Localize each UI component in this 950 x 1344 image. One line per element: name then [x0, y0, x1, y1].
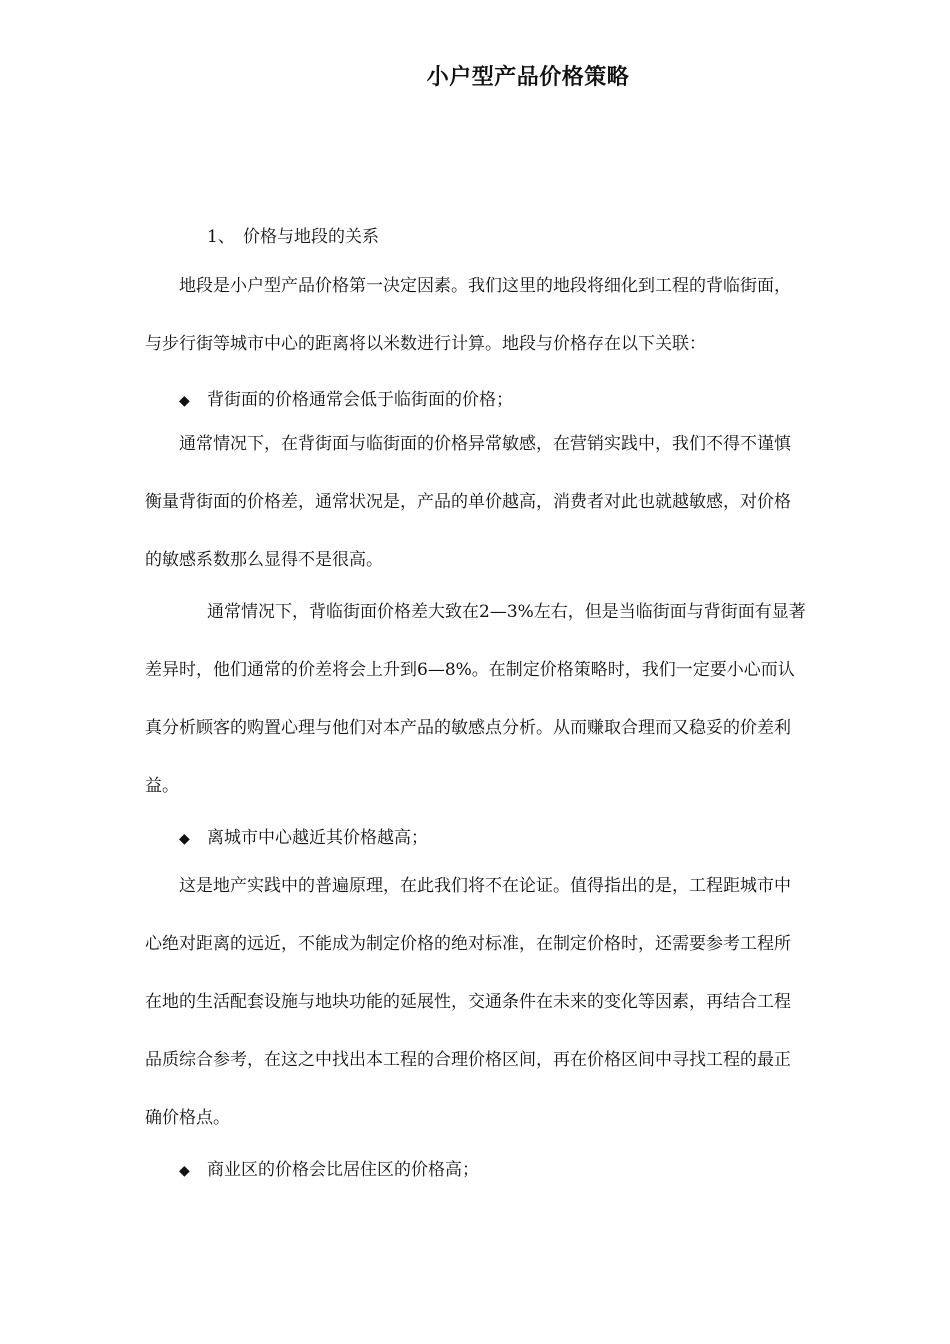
section-number: 1、 — [207, 227, 235, 247]
paragraph-line: 在地的生活配套设施与地块功能的延展性，交通条件在未来的变化等因素，再结合工程 — [145, 992, 791, 1012]
bullet-item-1 — [179, 385, 513, 410]
paragraph-line: 衡量背街面的价格差，通常状况是，产品的单价越高，消费者对此也就越敏感，对价格 — [145, 492, 791, 512]
paragraph-line: 通常情况下，在背街面与临街面的价格异常敏感，在营销实践中，我们不得不谨慎 — [179, 434, 791, 454]
paragraph-line: 的敏感系数那么显得不是很高。 — [145, 550, 383, 570]
bullet-text: 商业区的价格会比居住区的价格高； — [207, 1160, 479, 1180]
paragraph-1 — [145, 257, 875, 373]
bullet-item-2 — [179, 823, 428, 848]
paragraph-line: 益。 — [145, 776, 179, 796]
diamond-bullet-icon: ◆ — [179, 831, 190, 847]
bullet-text: 背街面的价格通常会低于临街面的价格； — [207, 390, 513, 410]
paragraph-line: 地段是小户型产品价格第一决定因素。我们这里的地段将细化到工程的背临街面， — [179, 276, 791, 296]
diamond-bullet-icon: ◆ — [179, 1163, 190, 1179]
paragraph-line: 差异时，他们通常的价差将会上升到6—8%。在制定价格策略时，我们一定要小心而认 — [145, 660, 795, 680]
paragraph-4 — [145, 857, 875, 1147]
paragraph-line: 心绝对距离的远近，不能成为制定价格的绝对标准，在制定价格时，还需要参考工程所 — [145, 934, 791, 954]
paragraph-line: 品质综合参考，在这之中找出本工程的合理价格区间，再在价格区间中寻找工程的最正 — [145, 1050, 791, 1070]
section-heading-1 — [207, 222, 379, 247]
diamond-bullet-icon: ◆ — [179, 393, 190, 409]
paragraph-line: 这是地产实践中的普遍原理，在此我们将不在论证。值得指出的是，工程距城市中 — [179, 876, 791, 896]
bullet-item-3 — [179, 1155, 479, 1180]
section-heading-text: 价格与地段的关系 — [243, 227, 379, 247]
paragraph-line: 通常情况下，背临街面价格差大致在2—3%左右，但是当临街面与背街面有显著 — [207, 602, 806, 622]
paragraph-2 — [145, 415, 875, 589]
paragraph-line: 确价格点。 — [145, 1108, 230, 1128]
paragraph-3 — [145, 583, 875, 815]
paragraph-line: 真分析顾客的购置心理与他们对本产品的敏感点分析。从而赚取合理而又稳妥的价差利 — [145, 718, 791, 738]
bullet-text: 离城市中心越近其价格越高； — [207, 828, 428, 848]
document-title: 小户型产品价格策略 — [426, 64, 630, 90]
paragraph-line: 与步行街等城市中心的距离将以米数进行计算。地段与价格存在以下关联： — [145, 334, 706, 354]
